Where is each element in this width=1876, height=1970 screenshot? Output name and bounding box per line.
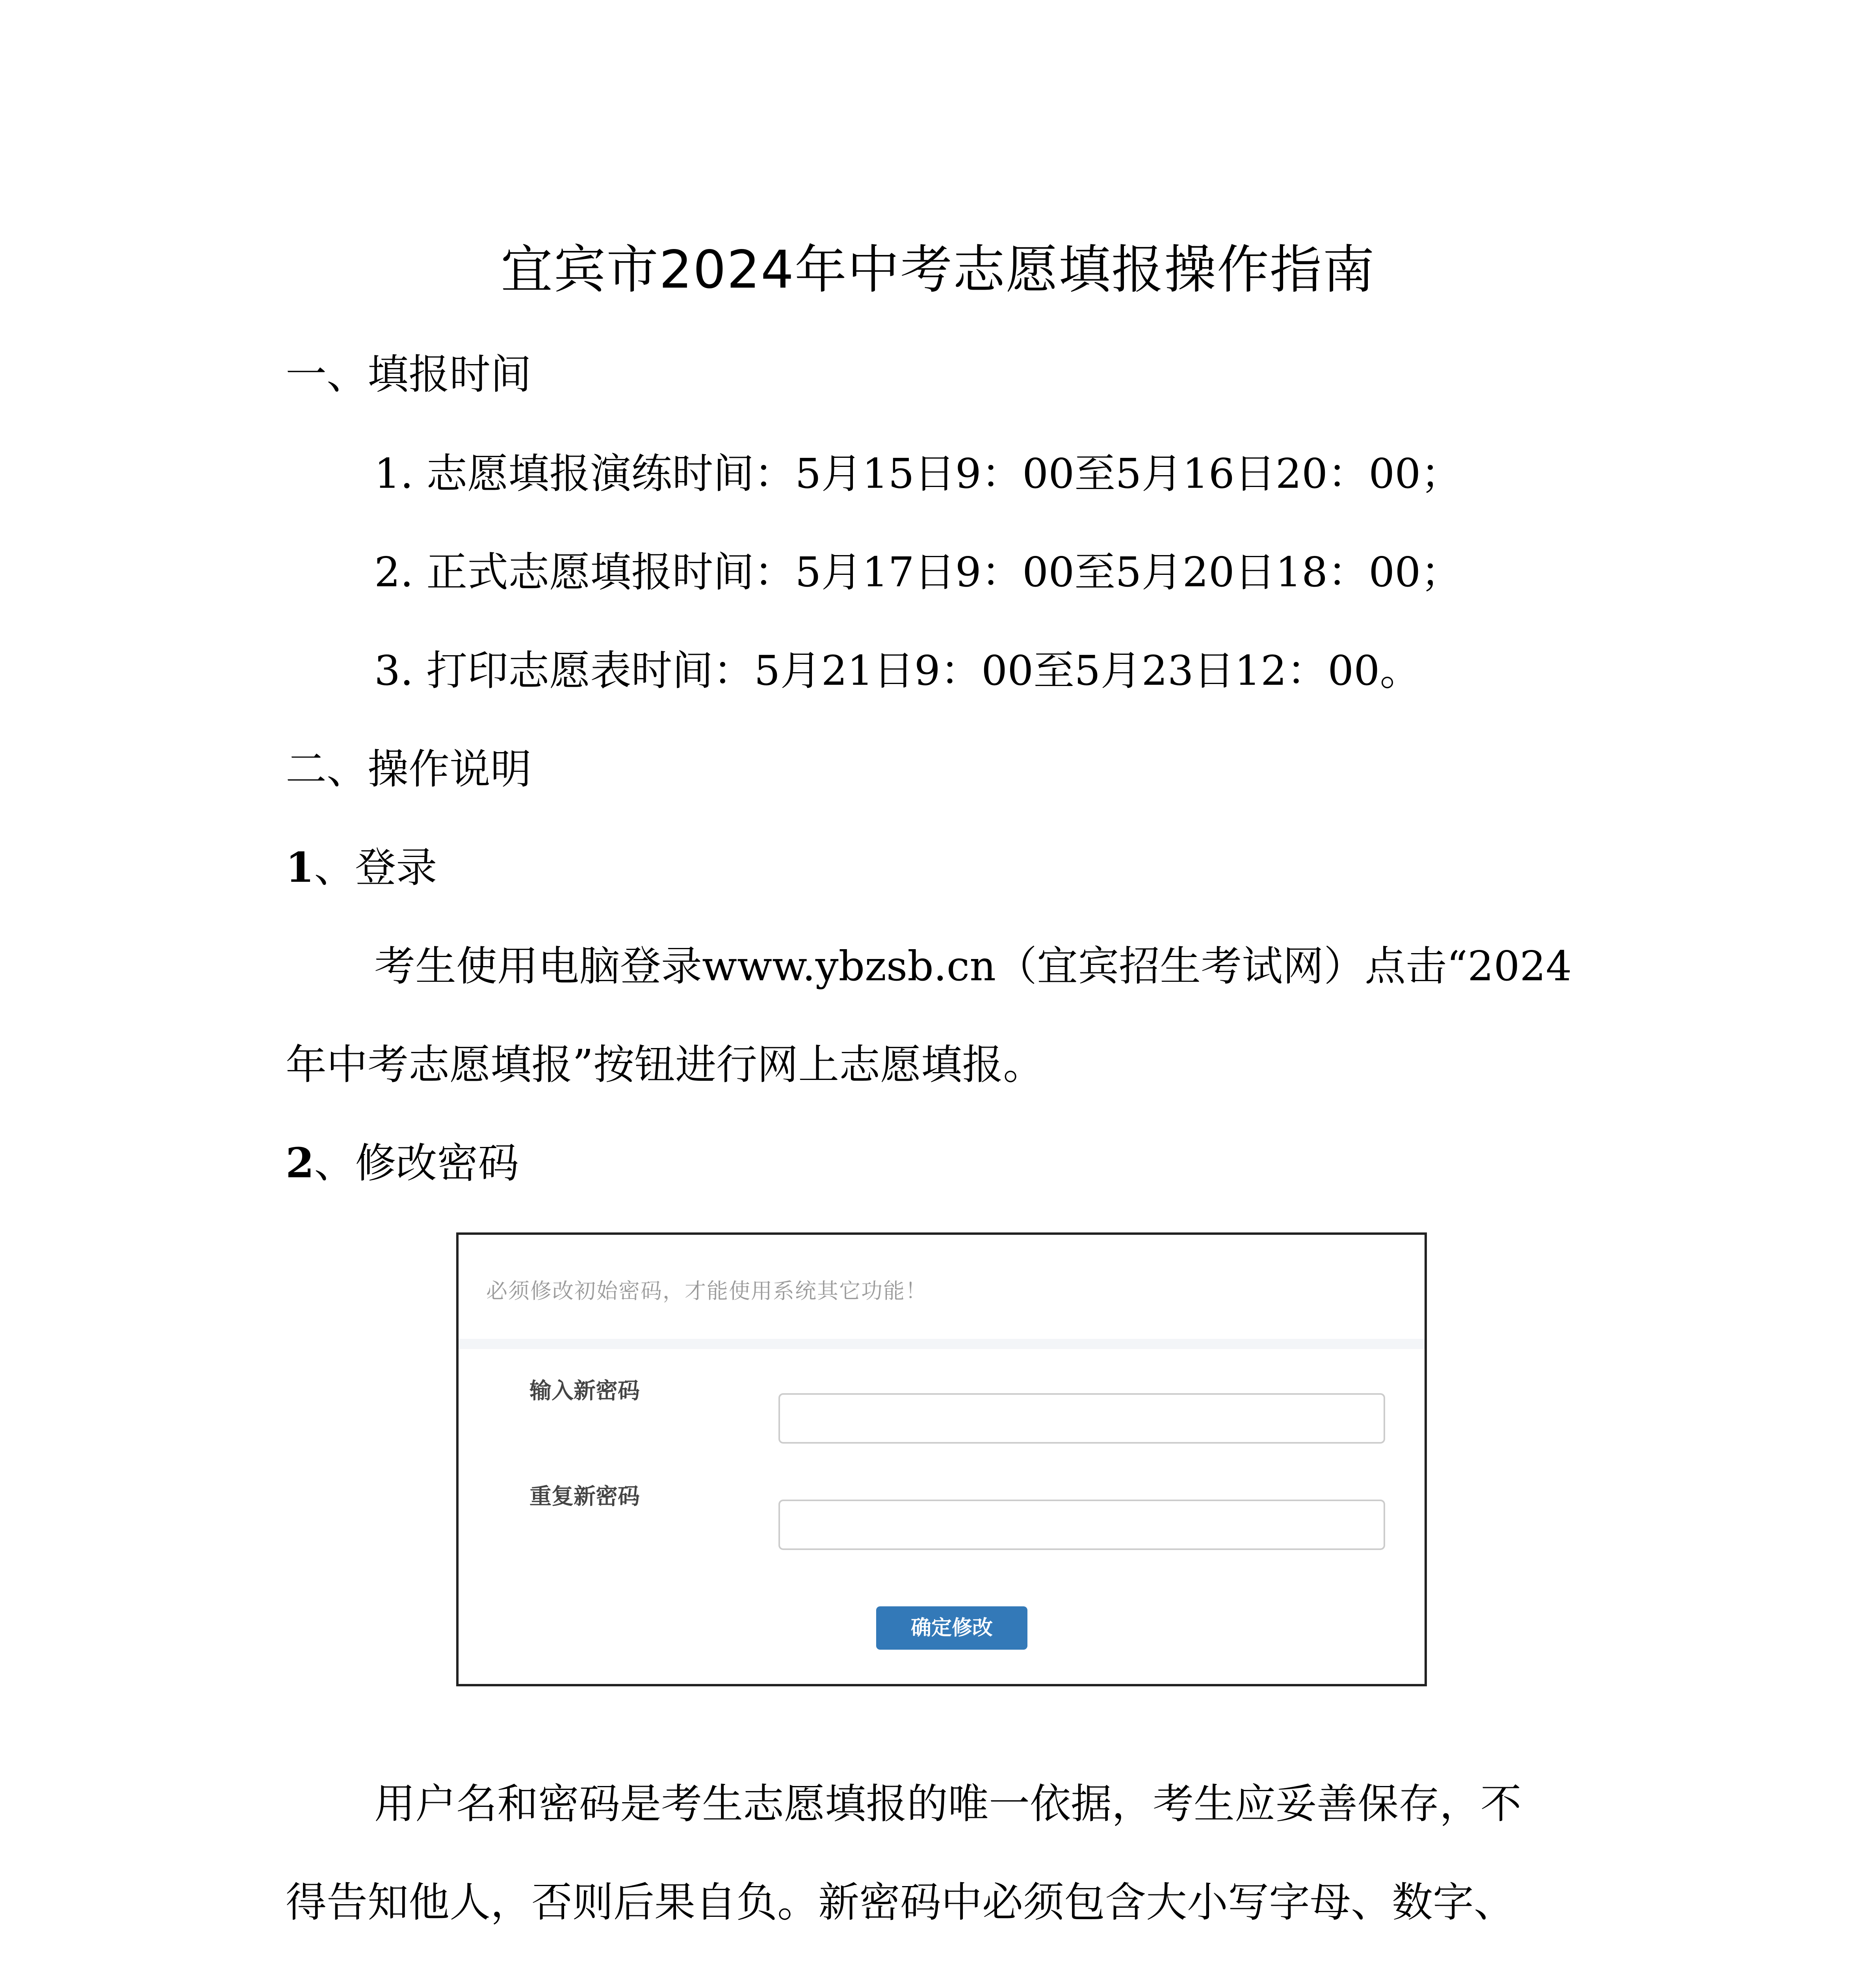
step-title: 、登录	[314, 844, 437, 892]
step-heading-login	[286, 840, 437, 895]
confirm-change-button[interactable]: 确定修改	[876, 1606, 1027, 1650]
step-number: 1	[286, 843, 314, 892]
password-text-line-1: 用户名和密码是考生志愿填报的唯一依据，考生应妥善保存，不	[374, 1780, 1522, 1828]
login-text-line-2: 年中考志愿填报”按钮进行网上志愿填报。	[286, 1041, 1044, 1089]
repeat-password-label: 重复新密码	[529, 1484, 640, 1509]
step-heading-change-password	[286, 1136, 519, 1191]
change-password-dialog-screenshot	[456, 1232, 1427, 1686]
time-item-1: 1. 志愿填报演练时间：5月15日9：00至5月16日20：00；	[374, 450, 1462, 498]
repeat-password-input[interactable]	[778, 1500, 1385, 1550]
new-password-input[interactable]	[778, 1393, 1385, 1444]
section-heading-operation: 二、操作说明	[286, 745, 532, 793]
dialog-header	[459, 1235, 1425, 1349]
step-number: 2	[286, 1139, 314, 1187]
document-title: 宜宾市2024年中考志愿填报操作指南	[501, 240, 1375, 300]
password-text-line-2: 得告知他人，否则后果自负。新密码中必须包含大小写字母、数字、	[286, 1878, 1515, 1926]
time-item-2: 2. 正式志愿填报时间：5月17日9：00至5月20日18：00；	[374, 548, 1462, 596]
new-password-label: 输入新密码	[529, 1378, 640, 1404]
login-text-line-1: 考生使用电脑登录www.ybzsb.cn（宜宾招生考试网）点击“2024	[374, 942, 1572, 990]
step-title: 、修改密码	[314, 1139, 519, 1187]
section-heading-time: 一、填报时间	[286, 350, 532, 398]
password-notice: 必须修改初始密码，才能使用系统其它功能！	[486, 1279, 927, 1303]
time-item-3: 3. 打印志愿表时间：5月21日9：00至5月23日12：00。	[374, 647, 1421, 695]
